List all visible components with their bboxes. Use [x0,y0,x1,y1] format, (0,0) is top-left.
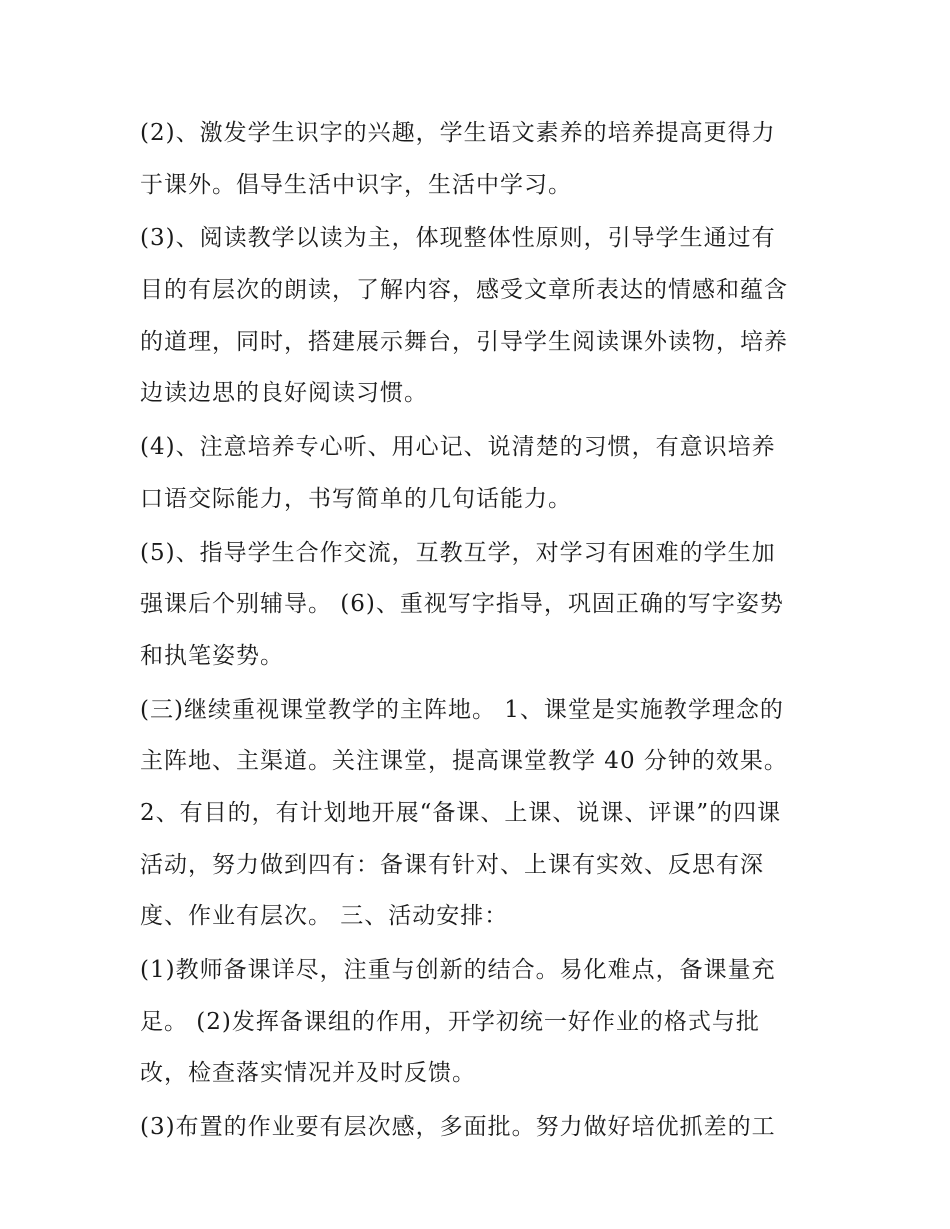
text-line: (3)布置的作业要有层次感，多面批。努力做好培优抓差的工 [140,1114,776,1141]
paragraph [140,945,820,1100]
text-line: 口语交际能力，书写简单的几句话能力。 [140,485,572,512]
paragraph [140,213,820,420]
paragraph [140,108,820,211]
paragraph [140,685,820,943]
text-line: 改，检查落实情况并及时反馈。 [140,1060,476,1087]
text-line: 足。 (2)发挥备课组的作用，开学初统一好作业的格式与批 [140,1008,760,1035]
text-line: 度、作业有层次。 三、活动安排： [140,903,509,930]
text-line: 和执笔姿势。 [140,642,284,669]
paragraph [140,422,820,525]
text-line: (3)、阅读教学以读为主，体现整体性原则，引导学生通过有 [140,225,776,252]
text-line: 于课外。倡导生活中识字，生活中学习。 [140,171,572,198]
text-line: (1)教师备课详尽，注重与创新的结合。易化难点，备课量充 [140,957,776,983]
text-line: 边读边思的良好阅读习惯。 [140,380,428,407]
text-line: 目的有层次的朗读，了解内容，感受文章所表达的情感和蕴含 [140,277,788,304]
text-line: 活动，努力做到四有：备课有针对、上课有实效、反思有深 [140,851,764,878]
text-line: 的道理，同时，搭建展示舞台，引导学生阅读课外读物，培养 [140,328,788,355]
text-line: 强课后个别辅导。 (6)、重视写字指导，巩固正确的写字姿势 [140,591,784,618]
paragraph [140,528,820,683]
text-line: (4)、注意培养专心听、用心记、说清楚的习惯，有意识培养 [140,434,776,461]
text-line: (三)继续重视课堂教学的主阵地。 1、课堂是实施教学理念的 [140,696,784,723]
text-line: 2、有目的，有计划地开展“备课、上课、说课、评课”的四课 [140,799,782,826]
text-line: (2)、激发学生识字的兴趣，学生语文素养的培养提高更得力 [140,120,776,146]
text-line: 主阵地、主渠道。关注课堂，提高课堂教学 40 分钟的效果。 [140,748,788,775]
document-body [140,108,820,1156]
text-line: (5)、指导学生合作交流，互教互学，对学习有困难的学生加 [140,539,776,566]
paragraph [140,1102,820,1154]
